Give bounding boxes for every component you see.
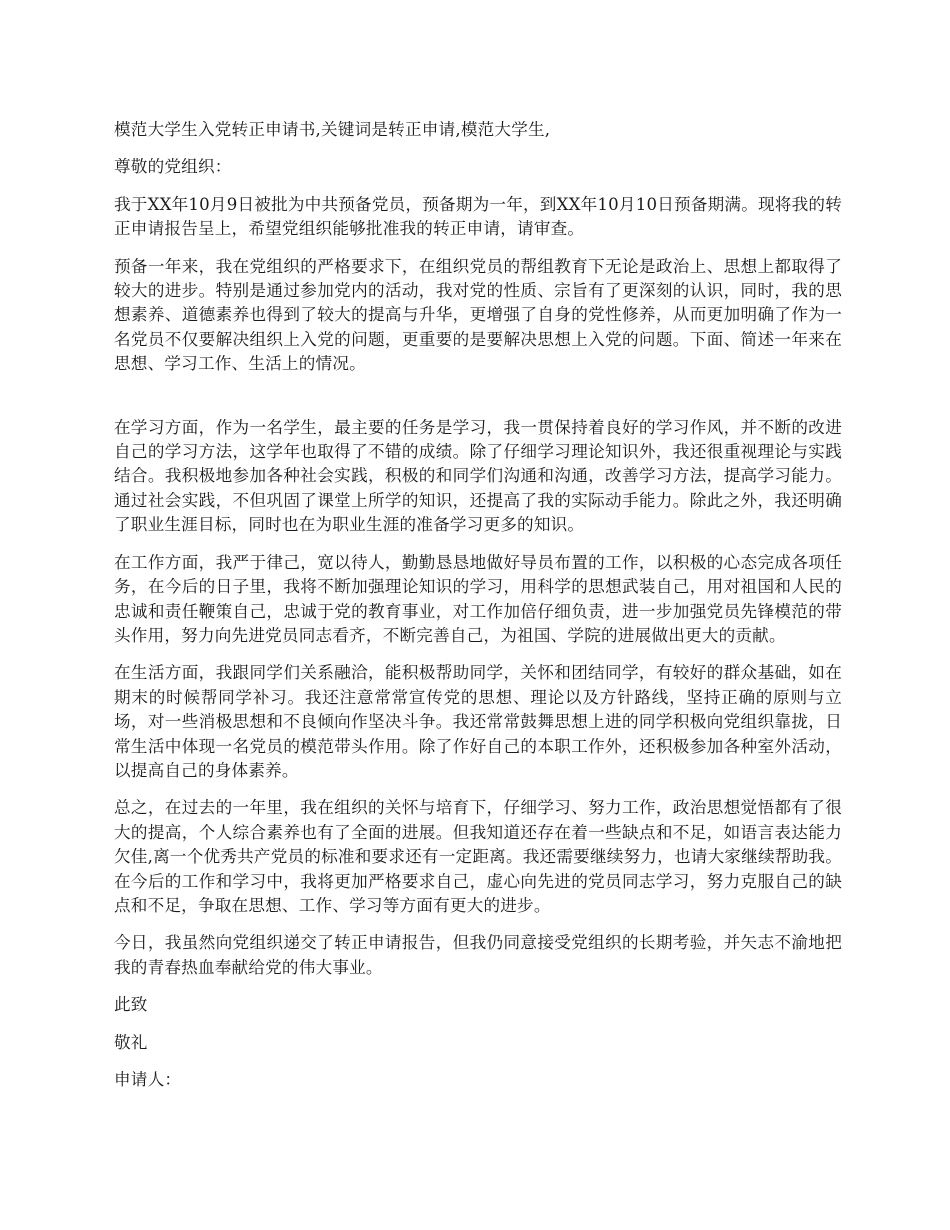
closing-cizhi: 此致 (114, 995, 148, 1015)
paragraph-life: 在生活方面，我跟同学们关系融洽，能积极帮助同学，关怀和团结同学，有较好的群众基础，如在期末的时候帮同学补习。我还注意常常宣传党的思想、理论以及方针路线，坚持正确的原则与立场，对一些消极思想和不良倾向作坚决斗争。我还常常鼓舞思想上进的同学积极向党组织靠拢，日常生活中体现一名党员的模范带头作用。除了作好自己的本职工作外，还积极参加各种室外活动，以提高自己的身体素养。 (114, 663, 842, 780)
paragraph-work: 在工作方面，我严于律己，宽以待人，勤勤恳恳地做好导员布置的工作，以积极的心态完成各项任务，在今后的日子里，我将不断加强理论知识的学习，用科学的思想武装自己，用对祖国和人民的忠诚和责任鞭策自己，忠诚于党的教育事业，对工作加倍仔细负责，进一步加强党员先锋模范的带头作用，努力向先进党员同志看齐，不断完善自己，为祖国、学院的进展做出更大的贡献。 (114, 552, 842, 645)
document-title-line: 模范大学生入党转正申请书,关键词是转正申请,模范大学生, (114, 120, 551, 139)
paragraph-intro: 我于XX年10月9日被批为中共预备党员，预备期为一年，到XX年10月10日预备期满。现将我的转正申请报告呈上，希望党组织能够批准我的转正申请，请审查。 (114, 194, 842, 239)
salutation: 尊敬的党组织： (114, 157, 232, 177)
paragraph-study: 在学习方面，作为一名学生，最主要的任务是学习，我一贯保持着良好的学习作风，并不断的改进自己的学习方法，这学年也取得了不错的成绩。除了仔细学习理论知识外，我还很重视理论与实践结合。我积极地参加各种社会实践，积极的和同学们沟通和沟通，改善学习方法，提高学习能力。通过社会实践，不但巩固了课堂上所学的知识，还提高了我的实际动手能力。除此之外，我还明确了职业生涯目标，同时也在为职业生涯的准备学习更多的知识。 (114, 417, 842, 535)
paragraph-pledge: 今日，我虽然向党组织递交了转正申请报告，但我仍同意接受党组织的长期考验，并矢志不渝地把我的青春热血奉献给党的伟大事业。 (114, 933, 842, 977)
paragraph-summary: 预备一年来，我在党组织的严格要求下，在组织党员的帮组教育下无论是政治上、思想上都取得了较大的进步。特别是通过参加党内的活动，我对党的性质、宗旨有了更深刻的认识，同时，我的思想素养、道德素养也得到了较大的提高与升华，更增强了自身的党性修养，从而更加明确了作为一名党员不仅要解决组织上入党的问题，更重要的是要解决思想上入党的问题。下面、简述一年来在思想、学习工作、生活上的情况。 (114, 256, 842, 374)
paragraph-conclusion: 总之，在过去的一年里，我在组织的关怀与培育下，仔细学习、努力工作，政治思想觉悟都有了很大的提高，个人综合素养也有了全面的进展。但我知道还存在着一些缺点和不足，如语言表达能力欠佳,离一个优秀共产党员的标准和要求还有一定距离。我还需要继续努力，也请大家继续帮助我。在今后的工作和学习中，我将更加严格要求自己，虚心向先进的党员同志学习，努力克服自己的缺点和不足，争取在思想、工作、学习等方面有更大的进步。 (114, 798, 842, 915)
document-body (114, 118, 842, 1105)
applicant-label: 申请人： (114, 1070, 182, 1089)
closing-jingli: 敬礼 (114, 1032, 148, 1052)
